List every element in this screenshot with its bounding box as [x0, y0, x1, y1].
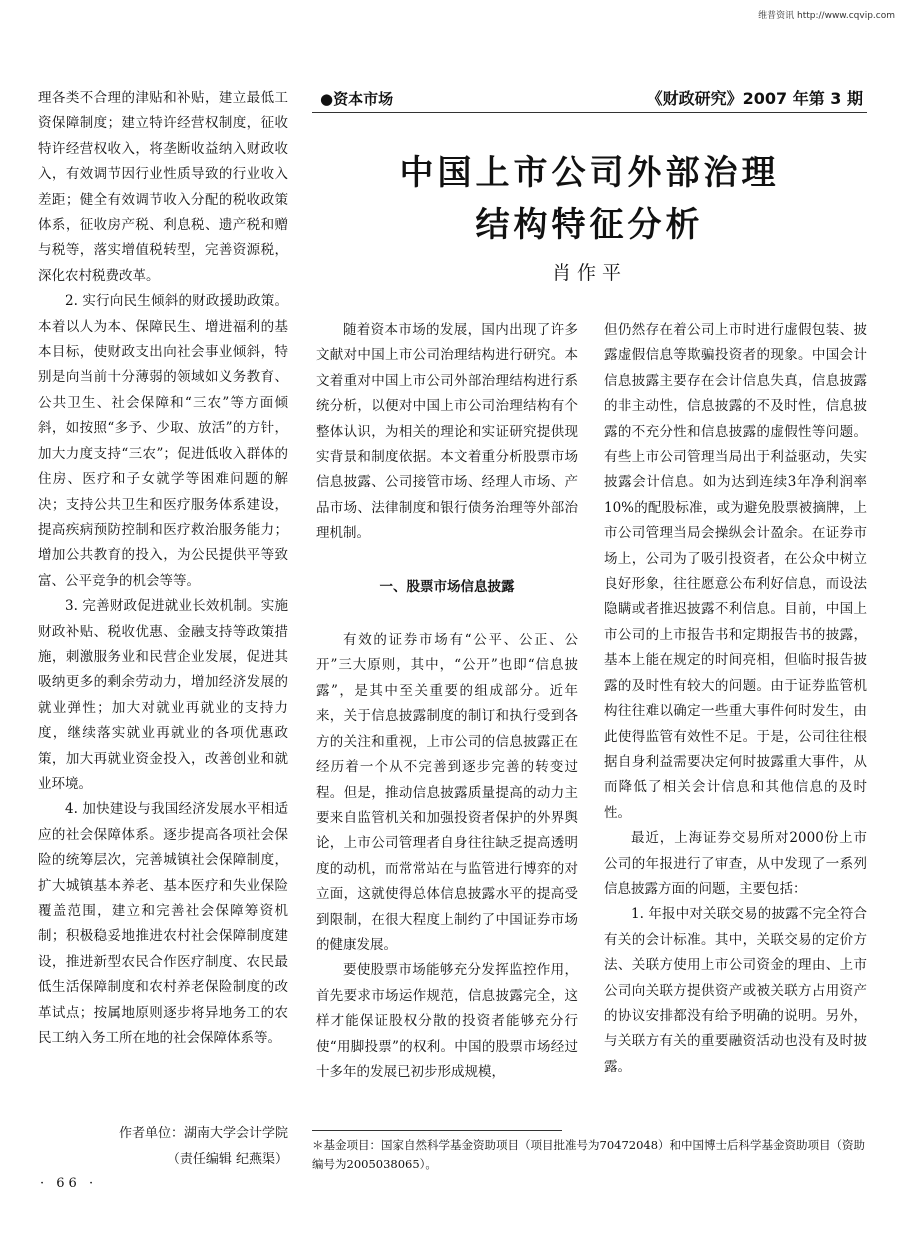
- article-title-line2: 结构特征分析: [475, 205, 704, 245]
- paragraph: 最近，上海证券交易所对2000份上市公司的年报进行了审查，从中发现了一系列信息披露方面的问题，主要包括：: [604, 830, 867, 897]
- paragraph: 4. 加快建设与我国经济发展水平相适应的社会保障体系。逐步提高各项社会保险的统筹层次，完善城镇社会保障制度，扩大城镇基本养老、基本医疗和失业保险覆盖范围，建立和完善社会保障筹资机制；积极稳妥地推进农村社会保障制度建设，推进新型农民合作医疗制度、农民最低生活保障制度和农村养老保险制度的改革试点；按属地原则逐步将异地务工的农民工纳入务工所在地的社会保障体系等。: [38, 801, 288, 1047]
- paragraph: 要使股票市场能够充分发挥监控作用，首先要求市场运作规范，信息披露完全，这样才能保证股权分散的投资者能够充分行使“用脚投票”的权利。中国的股票市场经过十多年的发展已初步形成规模，: [316, 962, 578, 1080]
- section-tag: ●资本市场: [320, 90, 394, 108]
- paragraph: 理各类不合理的津贴和补贴，建立最低工资保障制度；建立特许经营权制度，征收特许经营权收入，将垄断收益纳入财政收入，有效调节因行业性质导致的行业收入差距；健全有效调节收入分配的税收政策体系，征收房产税、利息税、遗产税和赠与税等，落实增值税转型，完善资源税，深化农村税费改革。: [38, 90, 288, 284]
- paragraph: 但仍然存在着公司上市时进行虚假包装、披露虚假信息等欺骗投资者的现象。中国会计信息披露主要存在会计信息失真，信息披露的非主动性，信息披露的不及时性，信息披露的不充分性和信息披露的虚假性等问题。有些上市公司管理当局出于利益驱动，失实披露会计信息。如为达到连续3年净利润率10%的配股标准，或为避免股票被摘牌，上市公司管理当局会操纵会计盈余。在证券市场上，公司为了吸引投资者，在公众中树立良好形象，往往愿意公布利好信息，而设法隐瞒或者推迟披露不利信息。目前，中国上市公司的上市报告书和定期报告书的披露，基本上能在规定的时间亮相，但临时报告披露的及时性有较大的问题。由于证券监管机构往往难以确定一些重大事件何时发生，由此使得监管有效性不足。于是，公司往往根据自身利益需要决定何时披露重大事件，从而降低了相关会计信息和其他信息的及时性。: [604, 322, 867, 821]
- left-column: [38, 86, 288, 1051]
- watermark: 维普资讯 http://www.cqvip.com: [758, 11, 895, 21]
- intro-paragraph: 随着资本市场的发展，国内出现了许多文献对中国上市公司治理结构进行研究。本文着重对中国上市公司外部治理结构进行系统分析，以便对中国上市公司治理结构有个整体认识，为相关的理论和实证研究提供现实背景和制度依据。本文着重分析股票市场信息披露、公司接管市场、经理人市场、产品市场、法律制度和银行债务治理等外部治理机制。: [316, 322, 578, 542]
- middle-column: [316, 318, 578, 1085]
- footnote-rule: [312, 1130, 562, 1131]
- article-title-line1: 中国上市公司外部治理: [399, 153, 780, 193]
- paragraph: 2. 实行向民生倾斜的财政援助政策。本着以人为本、保障民生、增进福利的基本目标，使财政支出向社会事业倾斜，特别是向当前十分薄弱的领域如义务教育、公共卫生、社会保障和“三农”等方面倾斜，如按照“多予、少取、放活”的方针，加大力度支持“三农”；促进低收入群体的住房、医疗和子女就学等困难问题的解决；支持公共卫生和医疗服务体系建设，提高疾病预防控制和医疗救治服务能力；增加公共教育的投入，为公民提供平等致富、公平竞争的机会等等。: [38, 293, 288, 589]
- author-affiliation: 作者单位：湖南大学会计学院: [118, 1126, 288, 1141]
- right-column: [604, 318, 867, 1080]
- editor-credit: （责任编辑 纪燕渠）: [166, 1152, 288, 1167]
- journal-header: 《财政研究》2007 年第 3 期: [646, 89, 863, 108]
- page-number: · 66 ·: [40, 1176, 98, 1191]
- footnote: ＊基金项目：国家自然科学基金资助项目（项目批准号为70472048）和中国博士后科学基金资助项目（资助编号为2005038065）。: [312, 1138, 866, 1171]
- paragraph: 有效的证券市场有“公平、公正、公开”三大原则，其中，“公开”也即“信息披露”，是其中至关重要的组成部分。近年来，关于信息披露制度的制订和执行受到各方的关注和重视，上市公司的信息披露正在经历着一个从不完善到逐步完善的转变过程。但是，推动信息披露质量提高的动力主要来自监管机关和加强投资者保护的外界舆论，上市公司管理者自身往往缺乏提高透明度的动机，而常常站在与监管进行博弈的对立面，这就使得总体信息披露水平的提高受到限制，在很大程度上制约了中国证券市场的健康发展。: [316, 632, 578, 953]
- paragraph: 1. 年报中对关联交易的披露不完全符合有关的会计标准。其中，关联交易的定价方法、关联方使用上市公司资金的理由、上市公司向关联方提供资产或被关联方占用资产的协议安排都没有给予明确的说明。另外，与关联方有关的重要融资活动也没有及时披露。: [604, 906, 867, 1075]
- header-rule: [312, 112, 867, 113]
- section-heading: 一、股票市场信息披露: [379, 578, 515, 595]
- paragraph: 3. 完善财政促进就业长效机制。实施财政补贴、税收优惠、金融支持等政策措施，刺激服务业和民营企业发展，促进其吸纳更多的剩余劳动力，增加经济发展的就业弹性；加大对就业再就业的支持力度，继续落实就业再就业的各项优惠政策，加大再就业资金投入，改善创业和就业环境。: [38, 598, 288, 792]
- author-name: 肖作平: [551, 262, 627, 284]
